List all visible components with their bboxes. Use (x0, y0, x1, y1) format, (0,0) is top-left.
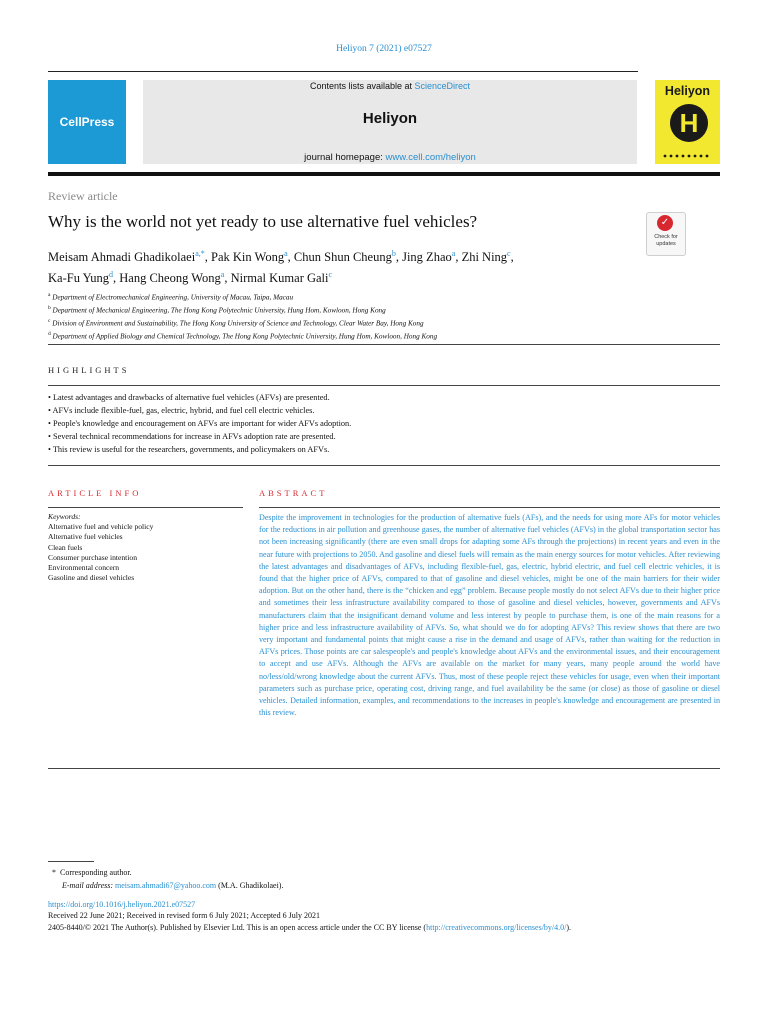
author-list (48, 245, 638, 287)
sciencedirect-link[interactable]: ScienceDirect (414, 81, 471, 91)
abstract-rule (259, 507, 720, 508)
author-affiliation-marker[interactable]: c (507, 249, 511, 258)
author-separator: , (395, 250, 403, 265)
header-rule (48, 71, 638, 72)
author-affiliation-marker[interactable]: a (451, 249, 456, 258)
keyword-item: Clean fuels (48, 542, 83, 552)
author-name[interactable]: Meisam Ahmadi Ghadikolaei (48, 250, 196, 265)
author-separator: , (455, 250, 462, 265)
author-name[interactable]: Pak Kin Wong (211, 250, 285, 265)
affiliation-text: Department of Applied Biology and Chemical Technology, The Hong Kong Polytechnic University, Hung Hom, Kowloon, Hong Kong (52, 332, 438, 341)
author-name[interactable]: Jing Zhao (402, 250, 452, 265)
keyword-item: Environmental concern (48, 563, 120, 573)
homepage-prefix: journal homepage: (304, 152, 386, 163)
footnote-rule (48, 861, 94, 862)
license-line (48, 923, 571, 932)
author-name[interactable]: Nirmal Kumar Gali (230, 271, 329, 286)
highlights-top-rule (48, 344, 720, 345)
keyword-item: Consumer purchase intention (48, 552, 137, 562)
contents-prefix: Contents lists available at (309, 81, 415, 91)
affiliation-item (48, 303, 698, 316)
email-suffix: (M.A. Ghadikolaei). (216, 881, 284, 890)
email-link[interactable]: meisam.ahmadi67@yahoo.com (115, 881, 217, 890)
author-separator: , (224, 271, 231, 286)
highlights-list (48, 391, 720, 456)
doi-link[interactable]: https://doi.org/10.1016/j.heliyon.2021.e07527 (48, 900, 196, 909)
email-label: E-mail address: (62, 881, 116, 890)
affiliation-marker: d (48, 330, 51, 337)
keywords-label: Keywords: (48, 512, 81, 521)
license-prefix: 2405-8440/© 2021 The Author(s). Published by Elsevier Ltd. This is an open access article under the CC BY license ( (48, 923, 427, 932)
abstract-heading: ABSTRACT (259, 488, 328, 498)
author-separator: , (204, 250, 212, 265)
license-suffix: ). (566, 923, 572, 932)
affiliations (48, 290, 698, 342)
keyword-item: Alternative fuel vehicles (48, 532, 123, 542)
author-separator: , (113, 271, 120, 286)
author-name[interactable]: Hang Cheong Wong (119, 271, 221, 286)
contents-line (143, 81, 637, 91)
corresponding-author-note (52, 866, 283, 892)
affiliation-item (48, 290, 698, 303)
highlight-item: • People's knowledge and encouragement on AFVs are important for wider AFVs adoption. (48, 419, 352, 428)
article-info-rule (48, 507, 243, 508)
check-for-updates-label: Check for updates (654, 234, 678, 247)
author-affiliation-marker[interactable]: b (391, 249, 396, 258)
license-link[interactable]: http://creativecommons.org/licenses/by/4.0/ (426, 923, 567, 932)
abstract-bottom-rule (48, 768, 720, 769)
affiliation-marker: a (48, 292, 51, 298)
journal-name: Heliyon (362, 110, 418, 127)
affiliation-text: Division of Environment and Sustainability, The Hong Kong University of Science and Technology, Clear Water Bay, Hong Kong (52, 319, 424, 328)
heliyon-cover-letter: H (679, 108, 699, 138)
affiliation-text: Department of Mechanical Engineering, The Hong Kong Polytechnic University, Hung Hom, Kowloon, Hong Kong (52, 306, 386, 315)
author-separator: , (510, 250, 514, 265)
highlights-rule (48, 385, 720, 386)
highlight-item: • AFVs include flexible-fuel, gas, electric, hybrid, and fuel cell electric vehicles. (48, 406, 315, 415)
cellpress-logo-text: CellPress (59, 115, 115, 129)
corresponding-line (52, 866, 283, 879)
journal-citation[interactable]: Heliyon 7 (2021) e07527 (336, 44, 432, 54)
keyword-item: Gasoline and diesel vehicles (48, 573, 135, 583)
article-info-heading: ARTICLE INFO (48, 488, 142, 498)
author-affiliation-marker[interactable]: a (284, 249, 288, 258)
corresponding-text: Corresponding author. (60, 868, 132, 877)
abstract-text: Despite the improvement in technologies for the production of alternative fuels (AFs), and the needs for using more AFs for motor vehicles for the reductions in air pollution and greenhouse gases, the number of alternative fuel vehicles (AFVs) in the global transportation sector has not been increasing significantly (there are even small drops for adapting some AFs through the projections) in recent years and even in the near future with projections to 2050. And gasoline and diesel fuels will remain as the main energy sources for motor vehicles. After reviewing the latest advantages and disadvantages of AFVs, including flexible-fuel, gas, electric, hybrid electric, and fuel cell electric vehicles, it is found that the higher price of AFVs, compared to that of gasoline and diesel vehicles, might be one of the main barriers for their wider adoption. But on the other hand, there is the “chicken and egg” problem. Because people mostly do not select AFVs due to their higher price and sometimes their less infrastructure availability compared to those of gasoline and diesel vehicles, however, governments and AFVs manufacturers claim that the insignificant demand volume and less interest by people to purchase them, is one of the main reasons for a higher price and less infrastructure availability of AFVs. So, what should we do for adopting AFVs? This review shows that there are two very important and fundamental points that might cause a rise in the demand and usage of AFVs, rather than waiting for the reduction in AFVs prices. Those points are car salespeople's and people's knowledge about AFVs and the environmental issues, and their encouragement to accept and use AFVs. Although the AFVs are available on the market for many years, many people around the world have no/less/old/wrong knowledge about the current AFVs. Thus, most of these people reject these vehicles for usage, even when their important parameters such as purchase price, operating cost, driving range, and fuel availability be the same (or close) as those of gasoline or diesel vehicles. Detailed information, examples, and recommendations to the increases in people's knowledge and encouragement are presented in this review. (259, 513, 720, 718)
cellpress-logo[interactable] (52, 114, 122, 130)
author-separator: , (287, 250, 294, 265)
homepage-line (143, 152, 637, 163)
author-affiliation-marker[interactable]: d (109, 270, 113, 280)
affiliation-item (48, 329, 698, 342)
received-dates: Received 22 June 2021; Received in revised form 6 July 2021; Accepted 6 July 2021 (48, 911, 320, 920)
article-type: Review article (48, 189, 118, 203)
author-name[interactable]: Chun Shun Cheung (293, 250, 392, 265)
author-name[interactable]: Zhi Ning (461, 250, 508, 265)
footnote-marker: * (52, 868, 56, 877)
author-affiliation-marker[interactable]: a,* (195, 249, 205, 258)
highlights-heading: HIGHLIGHTS (48, 365, 130, 375)
heliyon-cover-title: Heliyon (664, 84, 711, 98)
article-title: Why is the world not yet ready to use alternative fuel vehicles? (48, 212, 478, 231)
keywords-block (48, 512, 248, 583)
highlight-item: • Several technical recommendations for increase in AFVs adoption rate are presented. (48, 432, 336, 441)
author-affiliation-marker[interactable]: c (328, 270, 333, 280)
keyword-item: Alternative fuel and vehicle policy (48, 522, 154, 532)
highlights-bottom-rule (48, 465, 720, 466)
highlight-item: • Latest advantages and drawbacks of alternative fuel vehicles (AFVs) are presented. (48, 393, 330, 402)
affiliation-text: Department of Electromechanical Engineering, University of Macau, Taipa, Macau (52, 293, 294, 302)
highlight-item: • This review is useful for the researchers, governments, and policymakers on AFVs. (48, 445, 330, 454)
heliyon-cover-dots (662, 153, 713, 159)
affiliation-marker: c (48, 317, 51, 324)
author-affiliation-marker[interactable]: a (220, 270, 225, 280)
header-thick-rule (48, 172, 720, 176)
author-name[interactable]: Ka-Fu Yung (48, 271, 109, 286)
affiliation-item (48, 316, 698, 329)
checkmark-icon: ✓ (660, 217, 670, 228)
email-line (52, 879, 283, 892)
affiliation-marker: b (48, 304, 51, 311)
homepage-link[interactable]: www.cell.com/heliyon (385, 152, 476, 163)
